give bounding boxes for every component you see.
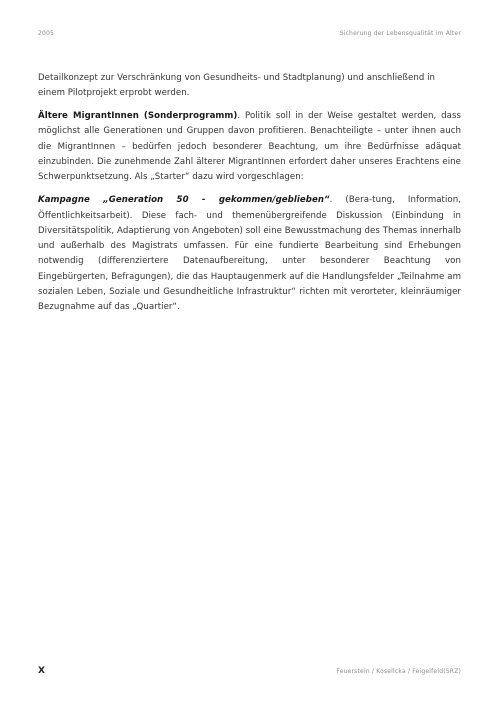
paragraph-campaign (38, 193, 461, 315)
page-header (38, 30, 461, 40)
paragraph-migrants (38, 109, 461, 185)
paragraph-migrants-text: . Politik soll in der Weise gestaltet werden, dass möglichst alle Generationen und Gruppen davon profitieren. Benachteiligte – unter ihnen auch die MigrantInnen – bedürfen jedoch besonderer Beachtung, um ihre Bedürfnisse adäquat einzubinden. Die zunehmende Zahl älterer MigrantInnen erfordert daher unseres Erachtens eine Schwerpunktsetzung. Als „Starter“ dazu wird vorgeschlagen: (38, 111, 462, 183)
footer-authors: Feuerstein / Kosellcka / Feigelfeld(SRZ) (336, 668, 461, 675)
document-body (38, 71, 461, 323)
page-footer (38, 666, 461, 678)
paragraph-intro (38, 71, 461, 102)
paragraph-migrants-heading: Ältere MigrantInnen (Sonderprogramm) (38, 111, 238, 122)
header-title: Sicherung der Lebensqualität im Alter (339, 30, 461, 37)
paragraph-campaign-heading: Kampagne „Generation 50 - gekommen/geblieben“ (38, 195, 330, 206)
paragraph-intro-text: Detailkonzept zur Verschränkung von Gesundheits- und Stadtplanung) und anschließend in einem Pilotprojekt erprobt werden. (38, 73, 436, 99)
paragraph-campaign-text: . (Bera-tung, Information, Öffentlichkeitsarbeit). Diese fach- und themenübergreifende Diskussion (Einbindung in Diversitätspolitik, Adaptierung von Angeboten) soll eine Bewusstmachung des Themas innerhalb und außerhalb des Magistrats umfassen. Für eine fundierte Bearbeitung sind Erhebungen notwendig (differenziertere Datenaufbereitung, unter besonderer Beachtung von Eingebürgerten, Befragungen), die das Hauptaugenmerk auf die Handlungsfelder „Teilnahme am sozialen Leben, Soziale und Gesundheitliche Infrastruktur“ richten mit verorteter, kleinräumiger Bezugnahme auf das „Quartier“. (38, 195, 461, 313)
header-year: 2005 (38, 30, 55, 37)
page-number: X (38, 666, 45, 676)
